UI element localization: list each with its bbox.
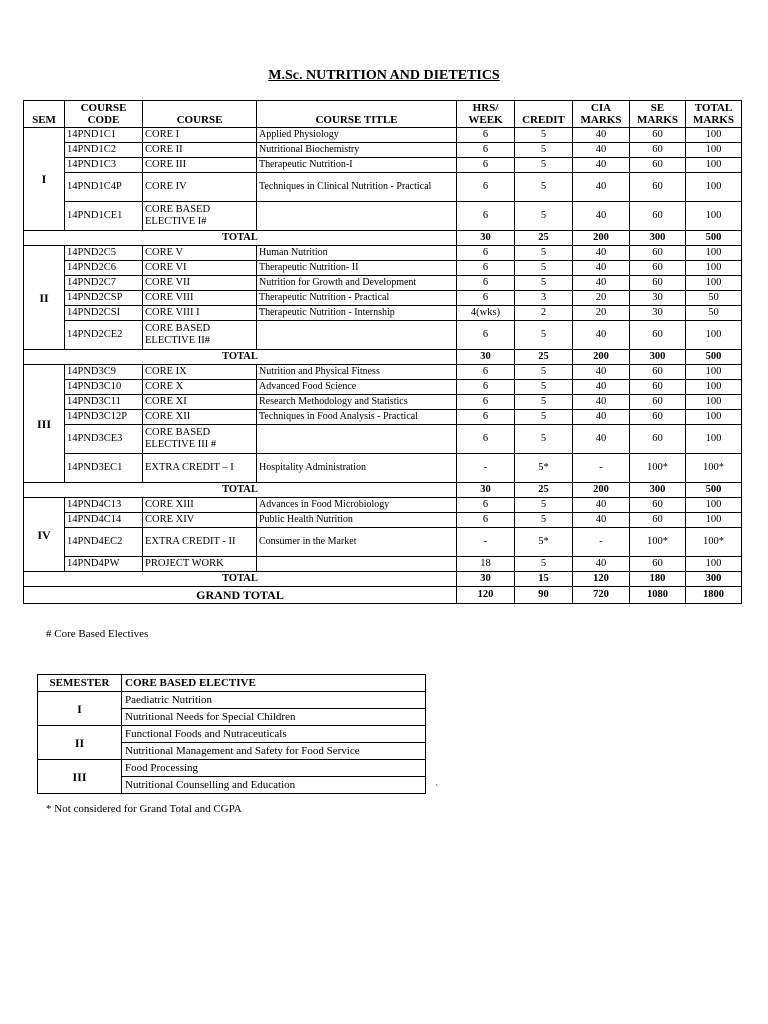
course-type: CORE VII: [143, 276, 257, 291]
elective-row: [38, 692, 426, 709]
course-code: 14PND3C9: [65, 365, 143, 380]
course-row: [24, 454, 742, 483]
se-marks: 60: [630, 276, 686, 291]
hrs-week: 6: [457, 410, 515, 425]
se-marks: 30: [630, 306, 686, 321]
total-marks: 100: [686, 498, 742, 513]
course-code: 14PND1C2: [65, 143, 143, 158]
course-title: [257, 202, 457, 231]
credit: 5: [515, 321, 573, 350]
course-structure-table: [23, 100, 742, 604]
course-code: 14PND1C4P: [65, 173, 143, 202]
hrs-week: 18: [457, 557, 515, 572]
cia-marks: 40: [573, 410, 630, 425]
semester-label: II: [24, 246, 65, 350]
total-marks: 100: [686, 410, 742, 425]
cia-marks: 40: [573, 173, 630, 202]
elective-name: Nutritional Counselling and Education: [122, 777, 426, 794]
course-row: [24, 380, 742, 395]
credit: 5: [515, 261, 573, 276]
total-marks: 100: [686, 380, 742, 395]
total-marks: 100: [686, 173, 742, 202]
total-marks: 100: [686, 128, 742, 143]
course-code: 14PND2CSP: [65, 291, 143, 306]
course-code: 14PND4EC2: [65, 528, 143, 557]
header-total: TOTAL MARKS: [686, 101, 742, 128]
cia-marks: 40: [573, 261, 630, 276]
se-marks: 60: [630, 395, 686, 410]
course-type: CORE IV: [143, 173, 257, 202]
elective-name: Functional Foods and Nutraceuticals: [122, 726, 426, 743]
course-row: [24, 306, 742, 321]
course-type: CORE BASED ELECTIVE II#: [143, 321, 257, 350]
credit: 5: [515, 365, 573, 380]
course-row: [24, 202, 742, 231]
electives-note: # Core Based Electives: [46, 628, 149, 640]
cia-marks: 40: [573, 143, 630, 158]
stray-mark: `: [435, 784, 439, 795]
total-se: 180: [630, 572, 686, 587]
footer-note: * Not considered for Grand Total and CGPA: [46, 803, 242, 815]
hrs-week: 6: [457, 128, 515, 143]
course-code: 14PND2C6: [65, 261, 143, 276]
course-row: [24, 321, 742, 350]
elective-row: [38, 760, 426, 777]
course-code: 14PND3EC1: [65, 454, 143, 483]
course-row: [24, 128, 742, 143]
course-title: Research Methodology and Statistics: [257, 395, 457, 410]
elective-name: Food Processing: [122, 760, 426, 777]
cia-marks: 40: [573, 425, 630, 454]
total-marks: 100: [686, 321, 742, 350]
hrs-week: 6: [457, 276, 515, 291]
cia-marks: 40: [573, 158, 630, 173]
course-type: CORE X: [143, 380, 257, 395]
course-title: Nutrition and Physical Fitness: [257, 365, 457, 380]
course-row: [24, 410, 742, 425]
course-type: CORE BASED ELECTIVE III #: [143, 425, 257, 454]
credit: 2: [515, 306, 573, 321]
hrs-week: 6: [457, 498, 515, 513]
total-marks: 100: [686, 246, 742, 261]
total-cia: 200: [573, 231, 630, 246]
credit: 5: [515, 498, 573, 513]
se-marks: 60: [630, 513, 686, 528]
hrs-week: -: [457, 528, 515, 557]
se-marks: 30: [630, 291, 686, 306]
credit: 5: [515, 557, 573, 572]
credit: 5: [515, 246, 573, 261]
cia-marks: 40: [573, 202, 630, 231]
course-code: 14PND4PW: [65, 557, 143, 572]
grand-total-label: GRAND TOTAL: [24, 587, 457, 604]
semester-label: III: [24, 365, 65, 483]
course-type: CORE VI: [143, 261, 257, 276]
course-row: [24, 276, 742, 291]
hrs-week: 6: [457, 425, 515, 454]
total-marks: 100*: [686, 454, 742, 483]
header-cia: CIA MARKS: [573, 101, 630, 128]
header-code: COURSE CODE: [65, 101, 143, 128]
hrs-week: 6: [457, 158, 515, 173]
course-title: Therapeutic Nutrition - Practical: [257, 291, 457, 306]
total-hrs: 30: [457, 231, 515, 246]
course-type: CORE XIII: [143, 498, 257, 513]
elective-header-elective: CORE BASED ELECTIVE: [122, 675, 426, 692]
cia-marks: 40: [573, 128, 630, 143]
elective-table: [37, 674, 426, 794]
cia-marks: 40: [573, 498, 630, 513]
header-title: COURSE TITLE: [257, 101, 457, 128]
course-type: CORE XIV: [143, 513, 257, 528]
elective-header-row: [38, 675, 426, 692]
course-type: CORE VIII: [143, 291, 257, 306]
elective-semester: II: [38, 726, 122, 760]
course-type: CORE BASED ELECTIVE I#: [143, 202, 257, 231]
total-total: 500: [686, 231, 742, 246]
course-type: PROJECT WORK: [143, 557, 257, 572]
total-marks: 100: [686, 202, 742, 231]
course-row: [24, 173, 742, 202]
total-hrs: 30: [457, 572, 515, 587]
course-code: 14PND2CE2: [65, 321, 143, 350]
cia-marks: 40: [573, 365, 630, 380]
total-label: TOTAL: [24, 483, 457, 498]
grand-total-total: 1800: [686, 587, 742, 604]
course-code: 14PND3CE3: [65, 425, 143, 454]
course-title: Advanced Food Science: [257, 380, 457, 395]
semester-total-row: [24, 483, 742, 498]
course-code: 14PND3C10: [65, 380, 143, 395]
cia-marks: 40: [573, 321, 630, 350]
semester-total-row: [24, 572, 742, 587]
se-marks: 60: [630, 498, 686, 513]
course-code: 14PND3C11: [65, 395, 143, 410]
se-marks: 60: [630, 158, 686, 173]
cia-marks: -: [573, 454, 630, 483]
cia-marks: 40: [573, 557, 630, 572]
total-label: TOTAL: [24, 572, 457, 587]
hrs-week: 6: [457, 395, 515, 410]
course-type: CORE I: [143, 128, 257, 143]
cia-marks: 20: [573, 291, 630, 306]
course-title: [257, 557, 457, 572]
total-marks: 50: [686, 306, 742, 321]
total-marks: 100: [686, 261, 742, 276]
total-marks: 100: [686, 513, 742, 528]
total-credit: 25: [515, 231, 573, 246]
se-marks: 60: [630, 410, 686, 425]
hrs-week: 6: [457, 202, 515, 231]
credit: 5: [515, 513, 573, 528]
hrs-week: 6: [457, 380, 515, 395]
total-hrs: 30: [457, 350, 515, 365]
elective-table-body: [38, 692, 426, 794]
cia-marks: 40: [573, 395, 630, 410]
grand-total-cia: 720: [573, 587, 630, 604]
header-credit: CREDIT: [515, 101, 573, 128]
course-row: [24, 143, 742, 158]
credit: 5*: [515, 528, 573, 557]
total-cia: 120: [573, 572, 630, 587]
course-title: Nutritional Biochemistry: [257, 143, 457, 158]
grand-total-hrs: 120: [457, 587, 515, 604]
course-row: [24, 261, 742, 276]
course-title: Advances in Food Microbiology: [257, 498, 457, 513]
header-hrs: HRS/ WEEK: [457, 101, 515, 128]
course-row: [24, 498, 742, 513]
course-code: 14PND2CSI: [65, 306, 143, 321]
credit: 3: [515, 291, 573, 306]
credit: 5: [515, 276, 573, 291]
course-type: EXTRA CREDIT - II: [143, 528, 257, 557]
cia-marks: 20: [573, 306, 630, 321]
course-code: 14PND1CE1: [65, 202, 143, 231]
course-title: [257, 321, 457, 350]
cia-marks: 40: [573, 276, 630, 291]
semester-label: IV: [24, 498, 65, 572]
course-code: 14PND2C7: [65, 276, 143, 291]
credit: 5: [515, 425, 573, 454]
semester-label: I: [24, 128, 65, 231]
course-type: CORE II: [143, 143, 257, 158]
hrs-week: 6: [457, 143, 515, 158]
hrs-week: 6: [457, 291, 515, 306]
se-marks: 60: [630, 321, 686, 350]
total-marks: 100: [686, 143, 742, 158]
total-credit: 25: [515, 483, 573, 498]
total-se: 300: [630, 483, 686, 498]
total-cia: 200: [573, 350, 630, 365]
hrs-week: 6: [457, 365, 515, 380]
course-type: CORE VIII I: [143, 306, 257, 321]
credit: 5: [515, 202, 573, 231]
se-marks: 60: [630, 425, 686, 454]
total-total: 500: [686, 350, 742, 365]
course-type: CORE IX: [143, 365, 257, 380]
course-row: [24, 246, 742, 261]
hrs-week: 6: [457, 173, 515, 202]
course-title: Applied Physiology: [257, 128, 457, 143]
total-marks: 100: [686, 395, 742, 410]
course-title: Nutrition for Growth and Development: [257, 276, 457, 291]
header-row: [24, 101, 742, 128]
total-marks: 100: [686, 276, 742, 291]
se-marks: 60: [630, 173, 686, 202]
course-code: 14PND1C3: [65, 158, 143, 173]
course-row: [24, 158, 742, 173]
hrs-week: -: [457, 454, 515, 483]
credit: 5*: [515, 454, 573, 483]
total-cia: 200: [573, 483, 630, 498]
se-marks: 60: [630, 202, 686, 231]
se-marks: 60: [630, 261, 686, 276]
course-title: [257, 425, 457, 454]
grand-total-credit: 90: [515, 587, 573, 604]
total-credit: 15: [515, 572, 573, 587]
elective-semester: III: [38, 760, 122, 794]
course-code: 14PND1C1: [65, 128, 143, 143]
course-type: CORE V: [143, 246, 257, 261]
total-marks: 100: [686, 365, 742, 380]
course-title: Techniques in Clinical Nutrition - Practical: [257, 173, 457, 202]
course-title: Therapeutic Nutrition - Internship: [257, 306, 457, 321]
total-marks: 100*: [686, 528, 742, 557]
elective-header-semester: SEMESTER: [38, 675, 122, 692]
hrs-week: 6: [457, 246, 515, 261]
elective-semester: I: [38, 692, 122, 726]
semester-total-row: [24, 350, 742, 365]
course-title: Public Health Nutrition: [257, 513, 457, 528]
elective-name: Nutritional Needs for Special Children: [122, 709, 426, 726]
course-title: Therapeutic Nutrition- II: [257, 261, 457, 276]
header-sem: SEM: [24, 101, 65, 128]
total-hrs: 30: [457, 483, 515, 498]
total-total: 500: [686, 483, 742, 498]
course-type: CORE XI: [143, 395, 257, 410]
total-marks: 50: [686, 291, 742, 306]
semester-total-row: [24, 231, 742, 246]
course-type: EXTRA CREDIT – I: [143, 454, 257, 483]
course-title: Human Nutrition: [257, 246, 457, 261]
se-marks: 60: [630, 246, 686, 261]
se-marks: 60: [630, 365, 686, 380]
course-title: Therapeutic Nutrition-I: [257, 158, 457, 173]
hrs-week: 6: [457, 513, 515, 528]
course-code: 14PND4C14: [65, 513, 143, 528]
elective-name: Paediatric Nutrition: [122, 692, 426, 709]
course-row: [24, 395, 742, 410]
total-se: 300: [630, 350, 686, 365]
cia-marks: 40: [573, 246, 630, 261]
credit: 5: [515, 410, 573, 425]
course-type: CORE XII: [143, 410, 257, 425]
page-title: M.Sc. NUTRITION AND DIETETICS: [268, 68, 500, 83]
course-table-body: [24, 128, 742, 604]
total-label: TOTAL: [24, 231, 457, 246]
se-marks: 60: [630, 128, 686, 143]
total-credit: 25: [515, 350, 573, 365]
total-se: 300: [630, 231, 686, 246]
credit: 5: [515, 158, 573, 173]
credit: 5: [515, 380, 573, 395]
course-title: Hospitality Administration: [257, 454, 457, 483]
credit: 5: [515, 173, 573, 202]
grand-total-se: 1080: [630, 587, 686, 604]
credit: 5: [515, 143, 573, 158]
course-row: [24, 557, 742, 572]
hrs-week: 4(wks): [457, 306, 515, 321]
course-code: 14PND3C12P: [65, 410, 143, 425]
cia-marks: 40: [573, 513, 630, 528]
total-marks: 100: [686, 557, 742, 572]
total-total: 300: [686, 572, 742, 587]
course-row: [24, 425, 742, 454]
elective-name: Nutritional Management and Safety for Food Service: [122, 743, 426, 760]
se-marks: 60: [630, 143, 686, 158]
course-title: Techniques in Food Analysis - Practical: [257, 410, 457, 425]
se-marks: 60: [630, 557, 686, 572]
se-marks: 100*: [630, 528, 686, 557]
grand-total-row: [24, 587, 742, 604]
total-marks: 100: [686, 158, 742, 173]
cia-marks: 40: [573, 380, 630, 395]
course-row: [24, 291, 742, 306]
total-marks: 100: [686, 425, 742, 454]
elective-row: [38, 726, 426, 743]
hrs-week: 6: [457, 261, 515, 276]
credit: 5: [515, 395, 573, 410]
header-course: COURSE: [143, 101, 257, 128]
course-type: CORE III: [143, 158, 257, 173]
se-marks: 60: [630, 380, 686, 395]
cia-marks: -: [573, 528, 630, 557]
se-marks: 100*: [630, 454, 686, 483]
header-se: SE MARKS: [630, 101, 686, 128]
course-code: 14PND4C13: [65, 498, 143, 513]
credit: 5: [515, 128, 573, 143]
course-row: [24, 365, 742, 380]
course-title: Consumer in the Market: [257, 528, 457, 557]
course-row: [24, 513, 742, 528]
course-code: 14PND2C5: [65, 246, 143, 261]
course-row: [24, 528, 742, 557]
total-label: TOTAL: [24, 350, 457, 365]
hrs-week: 6: [457, 321, 515, 350]
